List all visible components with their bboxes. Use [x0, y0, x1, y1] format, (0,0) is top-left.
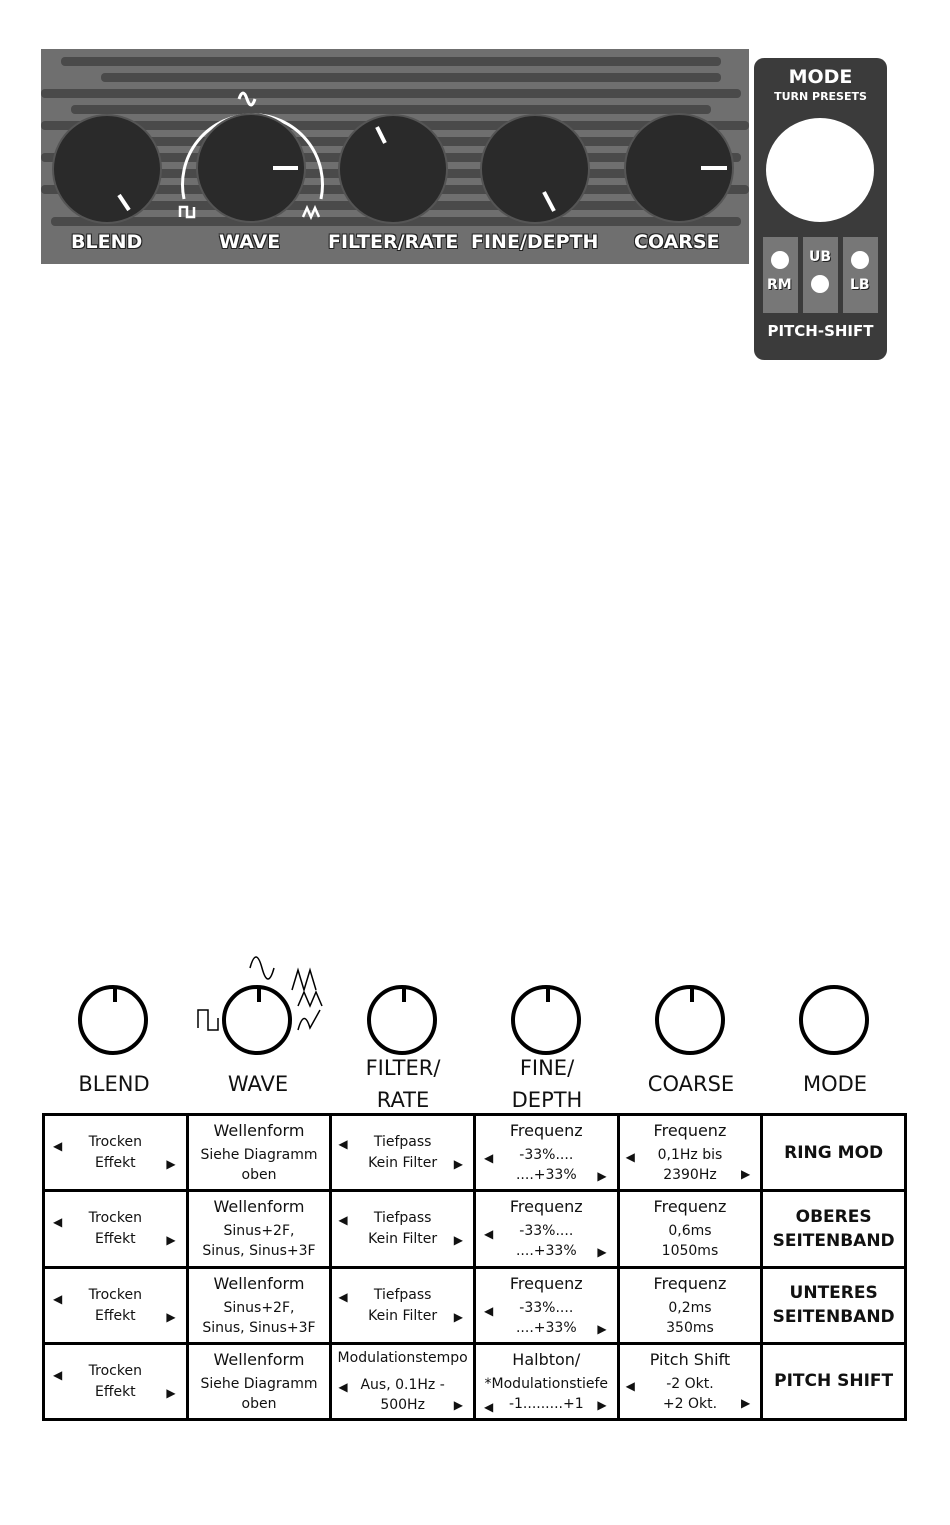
- mode-panel: [754, 58, 887, 360]
- fine-line-1: -33%....: [519, 1147, 574, 1164]
- blend-knob[interactable]: [53, 115, 161, 223]
- wave-cell: [187, 1343, 331, 1419]
- rm-indicator-icon: [771, 251, 789, 269]
- pitch-shift-lb-cell: [843, 237, 878, 313]
- rm-label: RM: [767, 277, 792, 293]
- coarse-line-1: 0,6ms: [668, 1223, 712, 1240]
- effect-control-panel: [41, 49, 749, 264]
- diagram-wave-label: WAVE: [227, 1072, 289, 1096]
- filter-rate-cell: [331, 1191, 475, 1267]
- fine-depth-knob[interactable]: [481, 115, 589, 223]
- mode-name: PITCH SHIFT: [774, 1371, 894, 1392]
- blend-wet: Effekt: [94, 1383, 136, 1400]
- arrow-left-icon: ◀: [53, 1291, 63, 1306]
- wave-title: Wellenform: [213, 1349, 305, 1369]
- diagram-filter-rate-label: FILTER/ RATE: [365, 1056, 441, 1112]
- wave-cell: [187, 1115, 331, 1191]
- coarse-title: Frequenz: [653, 1197, 727, 1217]
- arrow-right-icon: ▶: [741, 1167, 751, 1182]
- filter-rate-knob[interactable]: [339, 115, 447, 223]
- coarse-title: Frequenz: [653, 1273, 727, 1293]
- fine-line-1: -33%....: [519, 1223, 574, 1240]
- fine-line-2: -1.........+1: [508, 1395, 584, 1412]
- fine-line-2: ....+33%: [515, 1319, 577, 1336]
- mode-cell: [762, 1191, 906, 1267]
- arrow-left-icon: ◀: [338, 1137, 348, 1152]
- coarse-title: Pitch Shift: [649, 1349, 731, 1369]
- filter-line-2: Kein Filter: [368, 1231, 438, 1248]
- blend-dry: Trocken: [88, 1362, 142, 1379]
- arrow-right-icon: ▶: [453, 1397, 463, 1412]
- filter-line-1: Tiefpass: [373, 1210, 432, 1227]
- arrow-right-icon: ▶: [453, 1157, 463, 1172]
- mode-name: OBERES SEITENBAND: [772, 1206, 895, 1251]
- coarse-label: COARSE: [634, 231, 720, 253]
- filter-line-1: Tiefpass: [373, 1134, 432, 1151]
- mode-title: MODE: [788, 66, 853, 88]
- filter-line-2: Kein Filter: [368, 1307, 438, 1324]
- blend-cell: [44, 1267, 188, 1343]
- coarse-line-2: 2390Hz: [663, 1167, 717, 1184]
- arrow-left-icon: ◀: [625, 1150, 635, 1165]
- arrow-left-icon: ◀: [338, 1289, 348, 1304]
- arrow-right-icon: ▶: [166, 1309, 176, 1324]
- mode-subtitle: TURN PRESETS: [774, 90, 867, 103]
- filter-rate-cell: [331, 1343, 475, 1419]
- blend-cell: [44, 1343, 188, 1419]
- filter-line-1: Aus, 0.1Hz -: [360, 1376, 445, 1393]
- coarse-line-1: 0,2ms: [668, 1299, 712, 1316]
- waveform-symbols-icon: [190, 948, 330, 1053]
- table-row: [44, 1115, 906, 1191]
- wave-line-1: Sinus+2F,: [223, 1299, 295, 1316]
- diagram-fine-depth-label: FINE/ DEPTH: [511, 1056, 583, 1112]
- mode-cell: [762, 1343, 906, 1419]
- arrow-left-icon: ◀: [625, 1378, 635, 1393]
- diagram-mode-label: MODE: [802, 1072, 868, 1096]
- lb-indicator-icon: [851, 251, 869, 269]
- coarse-line-1: 0,1Hz bis: [657, 1147, 723, 1164]
- filter-line-2: 500Hz: [380, 1396, 425, 1413]
- arrow-left-icon: ◀: [483, 1303, 494, 1318]
- wave-line-2: oben: [241, 1395, 277, 1412]
- pitch-shift-rm-cell: [763, 237, 798, 313]
- filter-rate-label: FILTER/RATE: [328, 231, 459, 253]
- coarse-line-1: -2 Okt.: [666, 1375, 714, 1392]
- wave-line-2: Sinus, Sinus+3F: [202, 1319, 316, 1336]
- filter-line-2: Kein Filter: [368, 1155, 438, 1172]
- coarse-cell: [618, 1267, 762, 1343]
- diagram-coarse-label: COARSE: [647, 1072, 735, 1096]
- arrow-left-icon: ◀: [483, 1399, 494, 1414]
- arrow-left-icon: ◀: [483, 1151, 494, 1166]
- diagram-coarse-knob: [655, 985, 725, 1055]
- wave-line-1: Sinus+2F,: [223, 1223, 295, 1240]
- fine-title: Frequenz: [509, 1121, 583, 1141]
- arrow-right-icon: ▶: [166, 1157, 176, 1172]
- arrow-left-icon: ◀: [338, 1379, 348, 1394]
- mode-cell: [762, 1267, 906, 1343]
- mode-parameter-table: [42, 1113, 907, 1421]
- fine-line-2: ....+33%: [515, 1167, 577, 1184]
- arrow-right-icon: ▶: [453, 1233, 463, 1248]
- arrow-right-icon: ▶: [597, 1245, 607, 1260]
- filter-title: Modulationstempo: [337, 1349, 468, 1366]
- blend-dry: Trocken: [88, 1286, 142, 1303]
- arrow-right-icon: ▶: [597, 1397, 607, 1412]
- arrow-left-icon: ◀: [53, 1215, 63, 1230]
- mode-name: UNTERES SEITENBAND: [772, 1283, 895, 1328]
- blend-wet: Effekt: [94, 1155, 136, 1172]
- coarse-knob[interactable]: [625, 114, 733, 222]
- fine-depth-cell: [474, 1267, 618, 1343]
- table-row: [44, 1267, 906, 1343]
- blend-dry: Trocken: [88, 1134, 142, 1151]
- arrow-right-icon: ▶: [166, 1233, 176, 1248]
- fine-line-1: -33%....: [519, 1299, 574, 1316]
- coarse-line-2: +2 Okt.: [662, 1395, 718, 1412]
- fine-title: Halbton/: [512, 1349, 581, 1369]
- diagram-filter-rate-knob: [367, 985, 437, 1055]
- arrow-left-icon: ◀: [338, 1213, 348, 1228]
- wave-title: Wellenform: [213, 1273, 305, 1293]
- coarse-line-2: 1050ms: [661, 1243, 719, 1260]
- diagram-blend-knob: [78, 985, 148, 1055]
- wave-title: Wellenform: [213, 1121, 305, 1141]
- wave-label: WAVE: [219, 231, 281, 253]
- filter-line-1: Tiefpass: [373, 1286, 432, 1303]
- blend-cell: [44, 1191, 188, 1267]
- wave-title: Wellenform: [213, 1197, 305, 1217]
- lb-label: LB: [850, 277, 870, 293]
- wave-line-1: Siehe Diagramm: [200, 1375, 318, 1392]
- ub-indicator-icon: [811, 275, 829, 293]
- fine-depth-cell: [474, 1343, 618, 1419]
- blend-wet: Effekt: [94, 1231, 136, 1248]
- arrow-left-icon: ◀: [53, 1367, 63, 1382]
- mode-knob[interactable]: [766, 118, 874, 222]
- coarse-cell: [618, 1343, 762, 1419]
- fine-line-2: ....+33%: [515, 1243, 577, 1260]
- mode-name: RING MOD: [784, 1142, 884, 1163]
- fine-depth-cell: [474, 1115, 618, 1191]
- fine-depth-label: FINE/DEPTH: [471, 231, 599, 253]
- wave-cell: [187, 1191, 331, 1267]
- arrow-right-icon: ▶: [166, 1385, 176, 1400]
- arrow-left-icon: ◀: [53, 1139, 63, 1154]
- wave-line-2: oben: [241, 1167, 277, 1184]
- table-row: [44, 1191, 906, 1267]
- ub-label: UB: [809, 249, 832, 265]
- arrow-right-icon: ▶: [453, 1309, 463, 1324]
- table-row: [44, 1343, 906, 1419]
- fine-title: Frequenz: [509, 1273, 583, 1293]
- diagram-mode-knob: [799, 985, 869, 1055]
- coarse-line-2: 350ms: [666, 1319, 714, 1336]
- wave-cell: [187, 1267, 331, 1343]
- arrow-left-icon: ◀: [483, 1227, 494, 1242]
- mode-cell: [762, 1115, 906, 1191]
- diagram-fine-depth-knob: [511, 985, 581, 1055]
- arrow-right-icon: ▶: [597, 1321, 607, 1336]
- fine-title: Frequenz: [509, 1197, 583, 1217]
- coarse-title: Frequenz: [653, 1121, 727, 1141]
- pitch-shift-footer: PITCH-SHIFT: [767, 322, 874, 340]
- filter-rate-cell: [331, 1115, 475, 1191]
- coarse-cell: [618, 1191, 762, 1267]
- arrow-right-icon: ▶: [597, 1169, 607, 1184]
- blend-cell: [44, 1115, 188, 1191]
- fine-depth-cell: [474, 1191, 618, 1267]
- arrow-right-icon: ▶: [741, 1395, 751, 1410]
- pitch-shift-ub-cell: [803, 237, 838, 313]
- diagram-blend-label: BLEND: [78, 1072, 150, 1096]
- blend-label: BLEND: [71, 231, 143, 253]
- wave-line-1: Siehe Diagramm: [200, 1147, 318, 1164]
- blend-dry: Trocken: [88, 1210, 142, 1227]
- fine-line-1: *Modulationstiefe: [484, 1375, 609, 1392]
- coarse-cell: [618, 1115, 762, 1191]
- filter-rate-cell: [331, 1267, 475, 1343]
- wave-line-2: Sinus, Sinus+3F: [202, 1243, 316, 1260]
- blend-wet: Effekt: [94, 1307, 136, 1324]
